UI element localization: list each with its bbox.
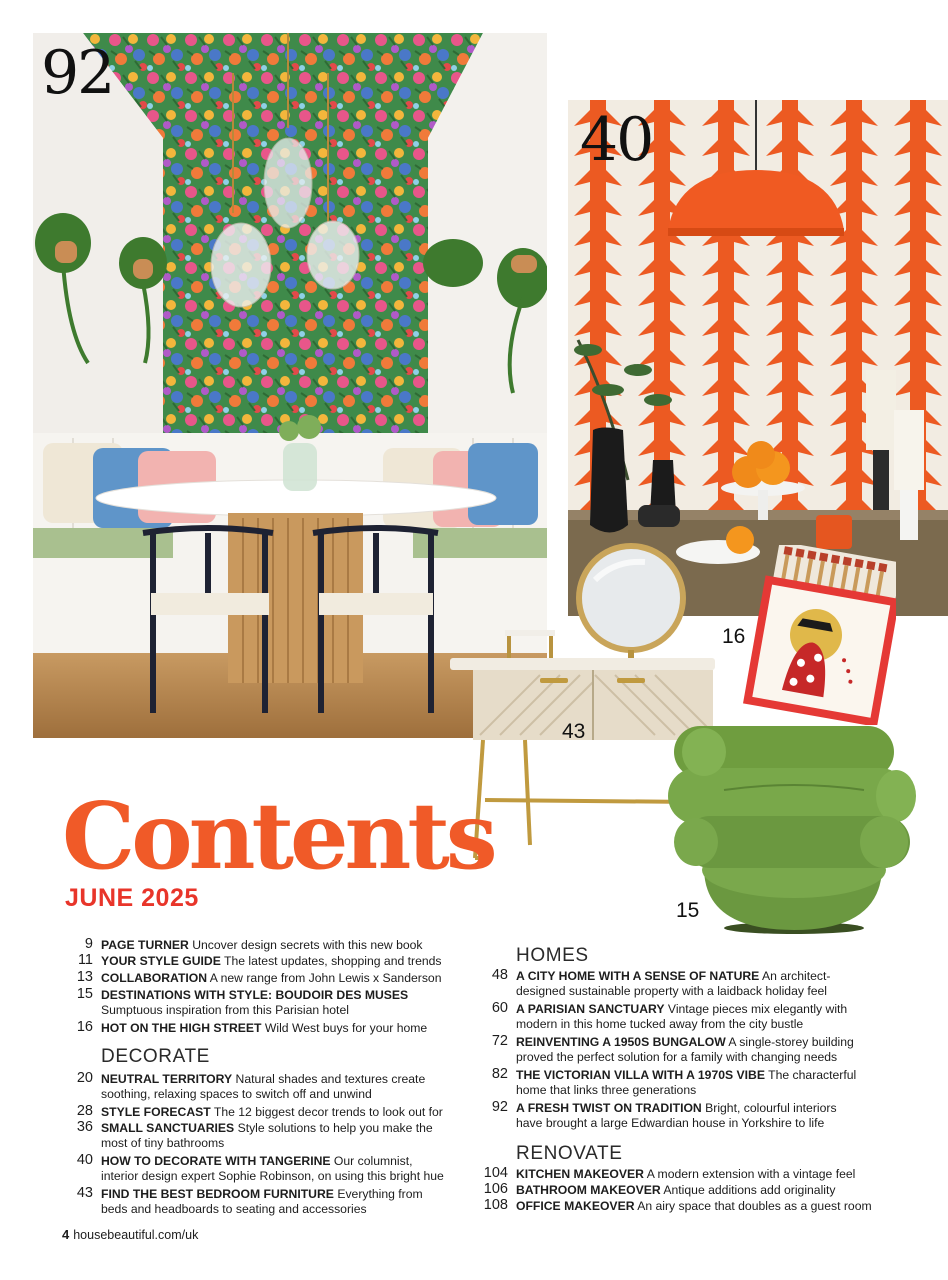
toc-page-number: 82 — [491, 1066, 508, 1082]
contents-title: Contents — [62, 782, 494, 890]
toc-description: An airy space that doubles as a guest room — [637, 1199, 872, 1213]
toc-title: DESTINATIONS WITH STYLE: BOUDOIR DES MUSES — [101, 988, 409, 1002]
toc-title: HOW TO DECORATE WITH TANGERINE — [101, 1154, 331, 1168]
toc-title: BATHROOM MAKEOVER — [516, 1183, 661, 1197]
toc-page-number: 60 — [491, 1000, 508, 1016]
section-heading-homes: HOMES — [516, 945, 589, 966]
callout-matchbox-page: 16 — [722, 625, 746, 648]
toc-description: Vintage pieces mix elegantly with modern in this home tucked away from the city bustle — [516, 1002, 848, 1032]
page-number-40: 40 — [580, 105, 653, 175]
toc-title: SMALL SANCTUARIES — [101, 1121, 235, 1135]
issue-date: JUNE 2025 — [65, 884, 199, 912]
page-footer — [62, 1227, 198, 1242]
toc-page-number: 13 — [76, 969, 93, 985]
tangerine-room-photo[interactable] — [568, 100, 948, 616]
toc-page-number: 28 — [76, 1103, 93, 1119]
toc-page-number: 43 — [76, 1185, 93, 1201]
toc-title: A PARISIAN SANCTUARY — [516, 1002, 665, 1016]
toc-description: Wild West buys for your home — [264, 1021, 428, 1035]
toc-title: REINVENTING A 1950S BUNGALOW — [516, 1035, 726, 1049]
toc-page-number: 20 — [76, 1070, 93, 1086]
toc-description: A single-storey building proved the perfect solution for a family with changing needs — [516, 1035, 854, 1065]
toc-page-number: 72 — [491, 1033, 508, 1049]
tangerine-room-illustration — [568, 100, 948, 616]
toc-title: THE VICTORIAN VILLA WITH A 1970S VIBE — [516, 1068, 765, 1082]
toc-description: The characterful home that links three generations — [516, 1068, 857, 1098]
toc-title: PAGE TURNER — [101, 938, 189, 952]
toc-description: The latest updates, shopping and trends — [224, 954, 442, 968]
callout-dressing-table-page: 43 — [562, 720, 586, 743]
page-number-92: 92 — [41, 38, 114, 108]
toc-description: Everything from beds and headboards to seating and accessories — [101, 1187, 423, 1217]
green-armchair-image[interactable] — [664, 720, 920, 935]
folio-number: 4 — [62, 1227, 70, 1242]
toc-title: YOUR STYLE GUIDE — [101, 954, 221, 968]
toc-title: HOT ON THE HIGH STREET — [101, 1021, 262, 1035]
toc-page-number: 92 — [491, 1099, 508, 1115]
toc-description: An architect-designed sustainable property with a laidback holiday feel — [516, 969, 831, 999]
toc-title: FIND THE BEST BEDROOM FURNITURE — [101, 1187, 334, 1201]
section-heading-renovate: RENOVATE — [516, 1143, 623, 1164]
section-heading-decorate: DECORATE — [101, 1046, 210, 1067]
toc-description: Antique additions add originality — [663, 1183, 836, 1197]
toc-page-number: 16 — [76, 1019, 93, 1035]
toc-page-number: 9 — [84, 936, 93, 952]
site-url[interactable]: housebeautiful.com/uk — [73, 1228, 199, 1242]
toc-description: The 12 biggest decor trends to look out for — [213, 1105, 443, 1119]
toc-title: STYLE FORECAST — [101, 1105, 211, 1119]
toc-description: Uncover design secrets with this new book — [192, 938, 423, 952]
toc-description: Natural shades and textures create soothing, relaxing spaces to switch off and unwind — [101, 1072, 426, 1102]
toc-description: Bright, colourful interiors have brought a large Edwardian house in Yorkshire to life — [516, 1101, 837, 1131]
toc-page-number: 15 — [76, 986, 93, 1002]
toc-description: A modern extension with a vintage feel — [646, 1167, 856, 1181]
toc-description: Sumptuous inspiration from this Parisian hotel — [101, 1003, 349, 1018]
toc-title: A CITY HOME WITH A SENSE OF NATURE — [516, 969, 760, 983]
toc-page-number: 48 — [491, 967, 508, 983]
toc-page-number: 40 — [76, 1152, 93, 1168]
toc-page-number: 36 — [76, 1119, 93, 1135]
toc-description: Our columnist, interior design expert Sophie Robinson, on using this bright hue — [101, 1154, 444, 1184]
toc-title: A FRESH TWIST ON TRADITION — [516, 1101, 702, 1115]
toc-page-number: 106 — [483, 1181, 508, 1197]
callout-armchair-page: 15 — [676, 899, 700, 922]
toc-description: Style solutions to help you make the most of tiny bathrooms — [101, 1121, 433, 1151]
toc-page-number: 11 — [77, 952, 93, 968]
toc-title: COLLABORATION — [101, 971, 208, 985]
toc-title: KITCHEN MAKEOVER — [516, 1167, 644, 1181]
toc-description: A new range from John Lewis x Sanderson — [209, 971, 442, 985]
toc-title: OFFICE MAKEOVER — [516, 1199, 635, 1213]
toc-title: NEUTRAL TERRITORY — [101, 1072, 233, 1086]
toc-page-number: 104 — [483, 1165, 508, 1181]
toc-page-number: 108 — [483, 1197, 508, 1213]
matchbox-image[interactable] — [736, 545, 896, 725]
